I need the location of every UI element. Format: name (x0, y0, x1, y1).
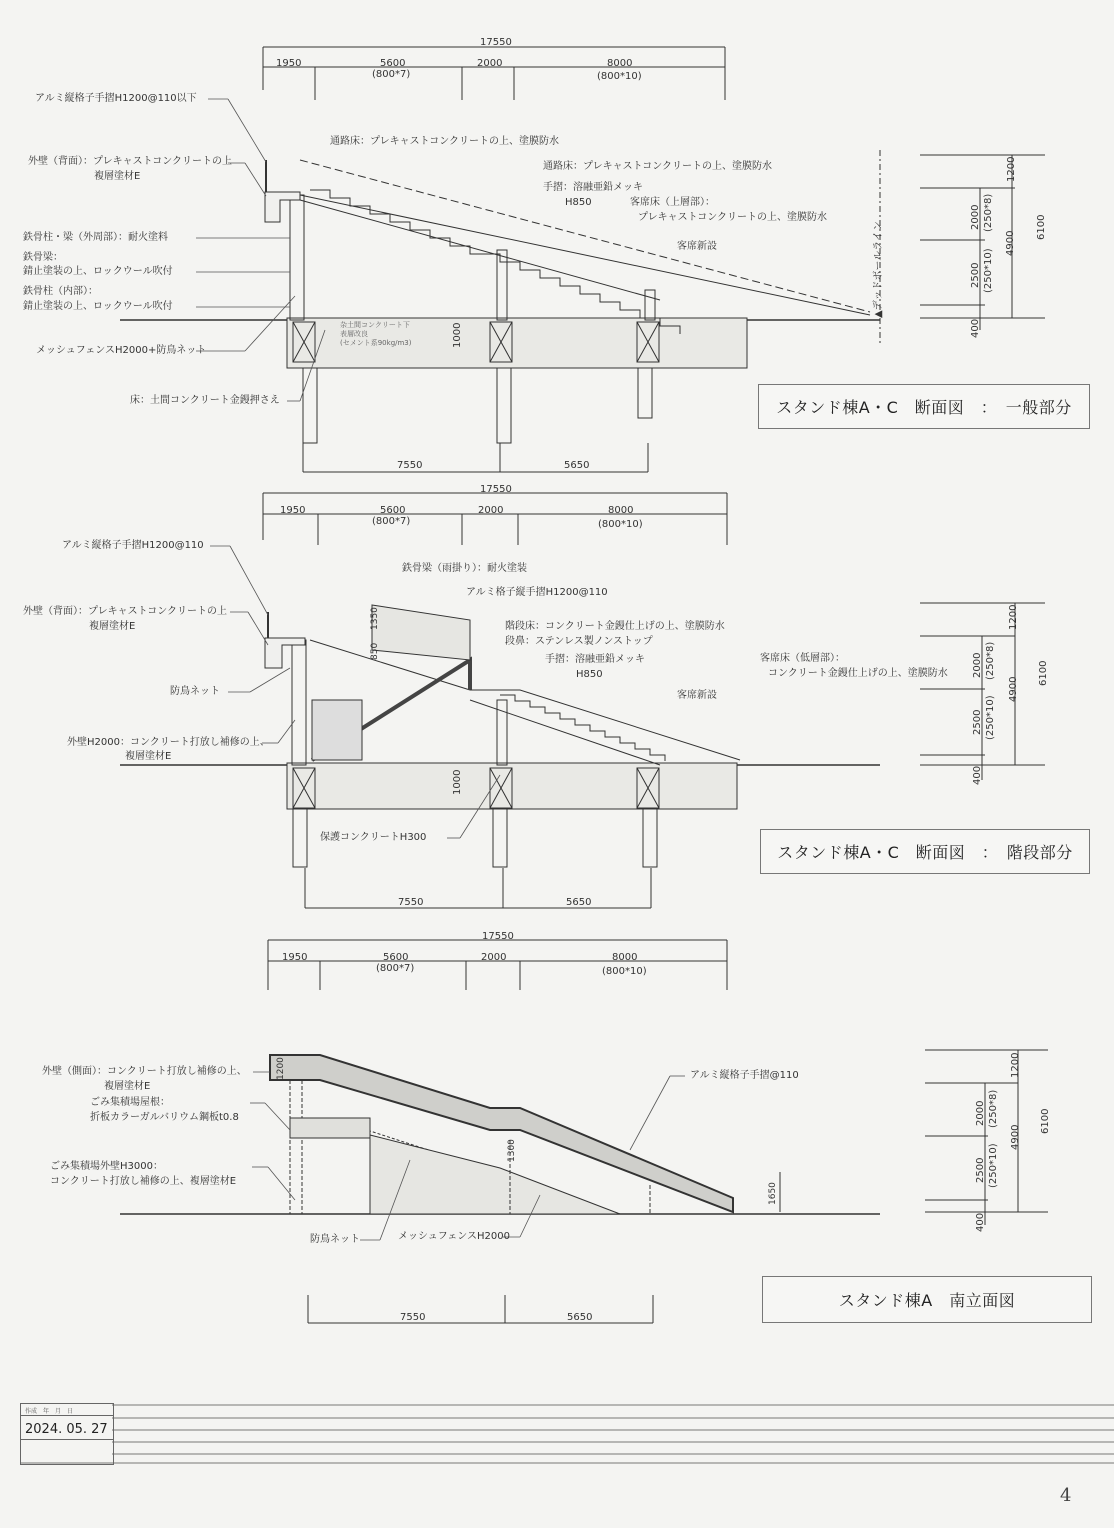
label-rear-wall-2: 複層塗材E (89, 621, 136, 632)
label-mesh-fence: メッシュフェンスH2000+防鳥ネット (36, 345, 207, 356)
label-railing: 手摺：溶融亜鉛メッキ (545, 654, 645, 665)
label-nosing: 段鼻：ステンレス製ノンストップ (505, 636, 653, 647)
label-outer-wall: 外壁H2000：コンクリート打放し補修の上、 (67, 737, 270, 748)
dim-seg3: 2000 (477, 58, 503, 69)
dim-total: 17550 (482, 931, 514, 942)
dim-bottom-right: 5650 (567, 1312, 593, 1323)
dim-2500-sub: (250*10) (983, 248, 994, 293)
label-garbage-roof-2: 折板カラーガルバリウム鋼板t0.8 (90, 1112, 239, 1123)
dim-400: 400 (972, 765, 983, 785)
section-title-elevation: スタンド棟A 南立面図 (762, 1276, 1092, 1323)
label-side-wall-2: 複層塗材E (104, 1081, 151, 1092)
label-railing-h: H850 (576, 669, 603, 680)
dim-seg4-sub: (800*10) (598, 519, 643, 530)
dim-seg4-sub: (800*10) (597, 71, 642, 82)
dim-bottom-right: 5650 (566, 897, 592, 908)
label-protective-concrete: 保護コンクリートH300 (320, 832, 427, 843)
label-handrail: アルミ縦格子手摺H1200@110 (62, 540, 204, 551)
label-side-wall: 外壁（側面）：コンクリート打放し補修の上、 (42, 1066, 247, 1077)
dim-seg4: 8000 (607, 58, 633, 69)
dim-4900: 4900 (1005, 230, 1016, 256)
dim-1200: 1200 (1006, 156, 1017, 182)
dim-seg4-sub: (800*10) (602, 966, 647, 977)
dim-2000-sub: (250*8) (983, 193, 994, 232)
label-mesh-fence: メッシュフェンスH2000 (398, 1231, 510, 1242)
label-steel-outer: 鉄骨柱・梁（外周部）：耐火塗料 (23, 232, 168, 243)
label-railing-h: H850 (565, 197, 592, 208)
label-new-seats: 客席新設 (677, 690, 717, 701)
s2-bottom-dimensions (305, 868, 651, 908)
label-steel-col: 鉄骨柱（内部）： (23, 286, 98, 297)
s1-right-dimensions (920, 155, 1045, 330)
label-seat-floor-lower-2: コンクリート金鏝仕上げの上、塗膜防水 (768, 668, 948, 679)
s1-top-dimensions (263, 47, 725, 100)
label-garbage-wall: ごみ集積場外壁H3000： (50, 1161, 163, 1172)
dim-1200: 1200 (1008, 604, 1019, 630)
dim-4900: 4900 (1010, 1124, 1021, 1150)
dim-seg2: 5600 (383, 952, 409, 963)
dim-2500: 2500 (970, 262, 981, 288)
dim-2000: 2000 (970, 204, 981, 230)
label-rear-wall: 外壁（背面）：プレキャストコンクリートの上 (23, 606, 227, 617)
label-stair-floor: 階段床：コンクリート金鏝仕上げの上、塗膜防水 (505, 621, 725, 632)
label-steel-beam-2: 錆止塗装の上、ロックウール吹付 (23, 266, 173, 277)
dim-6100: 6100 (1040, 1108, 1051, 1134)
deadball-line-label: ▲デッドボールライン (873, 221, 884, 318)
label-outer-wall-2: 複層塗材E (125, 751, 172, 762)
label-steel-beam: 鉄骨梁： (23, 252, 63, 263)
label-garbage-wall-2: コンクリート打放し補修の上、複層塗材E (50, 1176, 237, 1187)
dim-seg1: 1950 (282, 952, 308, 963)
dim-bottom-left: 7550 (398, 897, 424, 908)
dim-total: 17550 (480, 37, 512, 48)
s2-right-dimensions (920, 603, 1045, 780)
label-railing: 手摺：溶融亜鉛メッキ (543, 182, 643, 193)
label-rear-wall: 外壁（背面）：プレキャストコンクリートの上 (28, 156, 232, 167)
dim-seg2: 5600 (380, 505, 406, 516)
dim-6100: 6100 (1036, 214, 1047, 240)
label-rear-wall-2: 複層塗材E (94, 171, 141, 182)
dim-2000-sub: (250*8) (985, 641, 996, 680)
dim-seg3: 2000 (481, 952, 507, 963)
dim-bottom-right: 5650 (564, 460, 590, 471)
dim-bottom-left: 7550 (400, 1312, 426, 1323)
section-title-stairs: スタンド棟A・C 断面図 ： 階段部分 (760, 829, 1090, 874)
label-alu-handrail: アルミ縦格子手摺@110 (690, 1070, 799, 1081)
stamp-header: 作成 年 月 日 (21, 1404, 113, 1416)
dim-6100: 6100 (1038, 660, 1049, 686)
s3-bottom-dimensions (308, 1295, 653, 1323)
dim-seg1: 1950 (276, 58, 302, 69)
dim-400: 400 (975, 1212, 986, 1232)
dim-seg2-sub: (800*7) (376, 963, 415, 974)
label-steel-col-2: 錆止塗装の上、ロックウール吹付 (23, 301, 173, 312)
label-bird-net: 防鳥ネット (170, 686, 220, 697)
dim-2500: 2500 (975, 1157, 986, 1183)
label-steel-beam-rain: 鉄骨梁（雨掛り）：耐火塗装 (402, 563, 527, 574)
dim-seg4: 8000 (612, 952, 638, 963)
label-seat-floor-lower: 客席床（低層部）： (760, 653, 845, 664)
dim-bottom-left: 7550 (397, 460, 423, 471)
dim-1200: 1200 (1010, 1052, 1021, 1078)
label-seat-floor-upper: 客席床（上層部）： (630, 197, 715, 208)
dim-2500-sub: (250*10) (988, 1143, 999, 1188)
dim-seg2: 5600 (380, 58, 406, 69)
dim-seg2-sub: (800*7) (372, 69, 411, 80)
dim-footing: 1000 (452, 769, 463, 795)
s2-top-dimensions (263, 493, 727, 545)
dim-2000-sub: (250*8) (988, 1089, 999, 1128)
dim-seg3: 2000 (478, 505, 504, 516)
dim-400: 400 (970, 318, 981, 338)
label-footing-note: 杂土間コンクリート下 表層改良 (セメント系90kg/m3) (340, 321, 412, 347)
label-seat-floor-upper-2: プレキャストコンクリートの上、塗膜防水 (638, 212, 827, 223)
label-alu-handrail: アルミ格子縦手摺H1200@110 (466, 587, 608, 598)
label-handrail: アルミ縦格子手摺H1200@110以下 (35, 93, 197, 104)
dim-seg2-sub: (800*7) (372, 516, 411, 527)
label-walkway-1: 通路床：プレキャストコンクリートの上、塗膜防水 (330, 136, 559, 147)
date-stamp (20, 1403, 114, 1465)
dim-seg4: 8000 (608, 505, 634, 516)
dim-4900: 4900 (1008, 676, 1019, 702)
dim-1350: 1350 (370, 607, 380, 630)
stamp-date: 2024. 05. 27 (21, 1416, 113, 1440)
label-new-seats: 客席新設 (677, 241, 717, 252)
dim-2500: 2500 (972, 709, 983, 735)
s3-right-dimensions (925, 1050, 1048, 1225)
s3-top-dimensions (268, 940, 727, 990)
dim-total: 17550 (480, 484, 512, 495)
label-garbage-roof: ごみ集積場屋根： (90, 1097, 170, 1108)
dim-footing: 1000 (452, 322, 463, 348)
dim-2500-sub: (250*10) (985, 695, 996, 740)
dim-2000: 2000 (975, 1100, 986, 1126)
label-bird-net: 防鳥ネット (310, 1234, 360, 1245)
label-floor: 床：土間コンクリート金鏝押さえ (130, 395, 280, 406)
dim-seg1: 1950 (280, 505, 306, 516)
dim-850: 850 (370, 642, 380, 660)
dim-1650: 1650 (768, 1182, 778, 1205)
s1-bottom-dimensions (303, 443, 648, 472)
section-title-general: スタンド棟A・C 断面図 ： 一般部分 (758, 384, 1090, 429)
page-number: 4 (1060, 1485, 1072, 1506)
title-block-lines (20, 1405, 1114, 1463)
dim-handrail-1200: 1200 (276, 1057, 286, 1080)
dim-1300: 1300 (507, 1139, 517, 1162)
label-walkway-2: 通路床：プレキャストコンクリートの上、塗膜防水 (543, 161, 772, 172)
dim-2000: 2000 (972, 652, 983, 678)
